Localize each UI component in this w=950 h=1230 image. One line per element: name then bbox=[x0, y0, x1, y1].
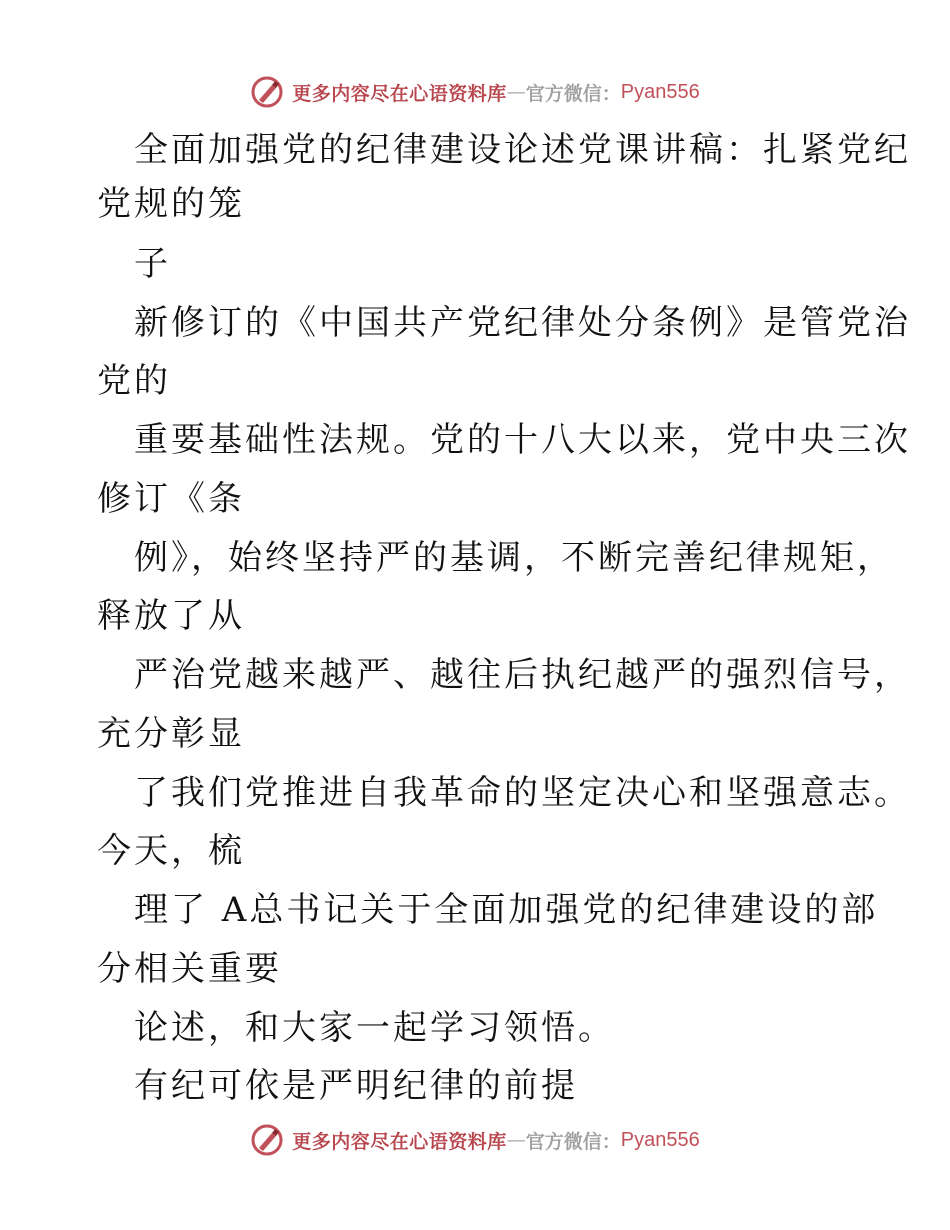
text-line: 党的 bbox=[97, 361, 171, 401]
watermark-dash: — bbox=[506, 81, 526, 103]
text-line: 释放了从 bbox=[97, 596, 245, 636]
text-line: 今天，梳 bbox=[97, 831, 245, 871]
watermark-label: 官方微信： bbox=[525, 1130, 621, 1153]
watermark-wechat-id: Pyan556 bbox=[620, 1128, 700, 1151]
text-line: 例》，始终坚持严的基调，不断完善纪律规矩， bbox=[134, 538, 894, 578]
text-line: 严治党越来越严、越往后执纪越严的强烈信号， bbox=[134, 655, 911, 695]
text-line: 了我们党推进自我革命的坚定决心和坚强意志。 bbox=[134, 773, 911, 813]
text-line: 理了 A总书记关于全面加强党的纪律建设的部 bbox=[134, 890, 879, 930]
text-line: 新修订的《中国共产党纪律处分条例》是管党治 bbox=[134, 303, 911, 343]
text-line: 重要基础性法规。党的十八大以来，党中央三次 bbox=[134, 420, 911, 460]
header-watermark bbox=[0, 72, 950, 112]
pen-logo-icon bbox=[250, 1123, 284, 1157]
text-line: 修订《条 bbox=[97, 479, 245, 519]
watermark-brand: 更多内容尽在心语资料库 bbox=[292, 1130, 507, 1153]
watermark-wechat-id: Pyan556 bbox=[620, 80, 700, 103]
footer-watermark bbox=[0, 1120, 950, 1160]
text-line: 党规的笼 bbox=[97, 184, 245, 224]
text-line: 充分彰显 bbox=[97, 714, 245, 754]
text-line: 论述，和大家一起学习领悟。 bbox=[134, 1008, 615, 1048]
text-line: 分相关重要 bbox=[97, 949, 282, 989]
text-line: 子 bbox=[134, 244, 171, 284]
watermark-label: 官方微信： bbox=[525, 82, 621, 105]
watermark-dash: — bbox=[506, 1129, 526, 1151]
text-line: 有纪可依是严明纪律的前提 bbox=[134, 1066, 578, 1106]
pen-logo-icon bbox=[250, 75, 284, 109]
watermark-brand: 更多内容尽在心语资料库 bbox=[292, 82, 507, 105]
text-line: 全面加强党的纪律建设论述党课讲稿：扎紧党纪 bbox=[134, 130, 911, 170]
